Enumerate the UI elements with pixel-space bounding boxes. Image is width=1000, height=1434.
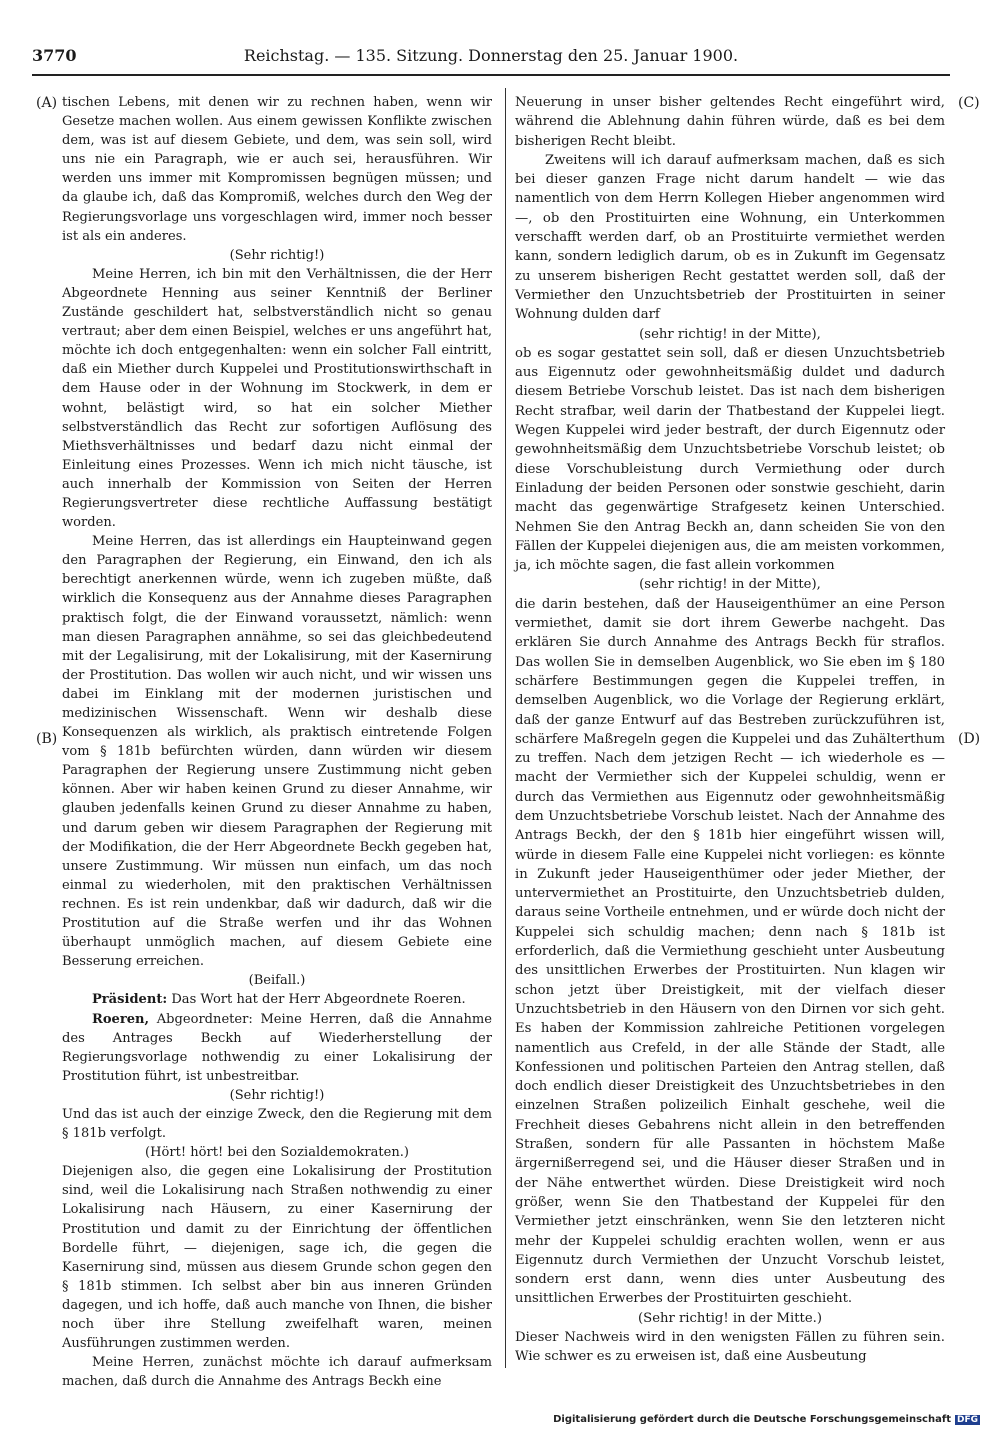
interjection: (Sehr richtig! in der Mitte.) [638,1310,822,1326]
right-column [515,93,945,1367]
speaker-paragraph [62,990,492,1009]
paragraph: Meine Herren, ich bin mit den Verhältnissen, die der Herr Abgeordnete Henning aus seiner Kenntniß der Berliner Zustände geschildert hat, selbstverständlich nicht so genau vertraut; aber dem einen Beispiel, welches er uns angeführt hat, möchte ich doch entgegenhalten: wenn ein solcher Fall eintritt, daß ein Miether durch Kuppelei und Prostitutionswirthschaft in dem Hause oder in der Wohnung im Stockwerk, in dem er wohnt, belästigt wird, so hat ein solcher Miether selbstverständlich das Recht zur sofortigen Auflösung des Miethsverhältnisses und bedarf dazu nicht einmal der Einleitung eines Prozesses. Wenn ich mich nicht täusche, ist auch innerhalb der Kommission von Seiten der Herren Regierungsvertreter diese rechtliche Auffassung bestätigt worden. [62,266,492,531]
paragraph: Meine Herren, zunächst möchte ich darauf aufmerksam machen, daß durch die Annahme des Antrags Beckh eine [62,1355,492,1390]
speech-text: Abgeordneter: Meine Herren, daß die Annahme des Antrages Beckh auf Wiederherstellung der Regierungsvorlage nothwendig zu einer Lokalisirung der Prostitution führt, ist unbestreitbar. [62,1011,492,1084]
left-column [62,93,492,1391]
paragraph: Diejenigen also, die gegen eine Lokalisirung der Prostitution sind, weil die Lokalisirung nach Straßen nothwendig zu einer Lokalisirung nach Häusern, zu einer Kasernirung der Prostitution und damit zu der Einrichtung der öffentlichen Bordelle führt, — diejenigen, sage ich, die gegen die Kasernirung sind, müssen aus diesem Grunde schon gegen den § 181b stimmen. Ich selbst aber bin aus inneren Gründen dagegen, und ich hoffe, daß auch manche von Ihnen, die bisher noch über ihre Stellung zweifelhaft waren, meinen Ausführungen zustimmen werden. [62,1164,492,1352]
margin-marker-c: (C) [958,95,980,111]
page-number: 3770 [32,46,77,65]
paragraph: ob es sogar gestattet sein soll, daß er diesen Unzuchtsbetrieb aus Eigennutz oder gewohnheitsmäßig duldet und dadurch diesem Betriebe Vorschub leistet. Das ist nach dem bisherigen Recht strafbar, weil darin der Thatbestand der Kuppelei liegt. Wegen Kuppelei wird jeder bestraft, der durch Eigennutz oder gewohnheitsmäßig dem Unzuchtsbetriebe Vorschub leistet; ob diese Vorschubleistung durch Vermiethung oder durch Einladung der beiden Personen oder sonstwie geschieht, darin macht das gegenwärtige Strafgesetz keinen Unterschied. Nehmen Sie den Antrag Beckh an, dann scheiden Sie von den Fällen der Kuppelei diejenigen aus, die am meisten vorkommen, ja, ich möchte sagen, die fast allein vorkommen [515,345,945,574]
speaker-name: Roeren, [92,1011,150,1027]
interjection: (Beifall.) [248,973,306,989]
paragraph: tischen Lebens, mit denen wir zu rechnen haben, wenn wir Gesetze machen wollen. Aus einem gewissen Konflikte zwischen dem, was ist auf diesem Gebiete, und dem, was sein soll, wird uns nie ein Paragraph, wie er auch sei, herausführen. Wir werden uns immer mit Kompromissen begnügen müssen; und da glaube ich, daß das Kompromiß, welches durch den Weg der Regierungsvorlage uns vorgeschlagen wird, immer noch besser ist als ein anderes. [62,95,492,244]
margin-marker-d: (D) [958,731,981,747]
speaker-paragraph [62,1010,492,1086]
interjection: (sehr richtig! in der Mitte), [639,577,821,593]
page-header [32,46,950,72]
speaker-name: Präsident: [92,992,168,1008]
credit-text: Digitalisierung gefördert durch die Deutsche Forschungsgemeinschaft [553,1414,951,1425]
paragraph: Dieser Nachweis wird in den wenigsten Fällen zu führen sein. Wie schwer es zu erweisen ist, daß eine Ausbeutung [515,1330,945,1365]
footer-credit [553,1414,980,1425]
margin-marker-b: (B) [36,731,58,747]
paragraph: Neuerung in unser bisher geltendes Recht eingeführt wird, während die Ablehnung dahin führen würde, daß es bei dem bisherigen Recht bleibt. [515,95,945,149]
paragraph: Und das ist auch der einzige Zweck, den die Regierung mit dem § 181b verfolgt. [62,1106,492,1142]
running-title: Reichstag. — 135. Sitzung. Donnerstag den 25. Januar 1900. [243,46,739,65]
paragraph: Zweitens will ich darauf aufmerksam machen, daß es sich bei dieser ganzen Frage nicht darum handelt — wie das namentlich von dem Herrn Kollegen Hieber angenommen wird —, ob den Prostituirten eine Wohnung, ein Unterkommen verschafft werden darf, ob an Prostituirte vermiethet werden kann, sondern lediglich darum, ob es in Zukunft im Gegensatz zu unserem bisherigen Recht gestattet werden soll, daß der Vermiether den Unzuchtsbetrieb der Prostituirten in seiner Wohnung dulden darf [515,152,945,323]
dfg-logo: DFG [956,1415,978,1425]
interjection: (Sehr richtig!) [229,247,325,263]
speech-text: Das Wort hat der Herr Abgeordnete Roeren. [167,992,466,1008]
paragraph: die darin bestehen, daß der Hauseigenthümer an eine Person vermiethet, damit sie dort ihrem Gewerbe nachgeht. Das erklären Sie durch Annahme des Antrags Beckh für straflos. Das wollen Sie in demselben Augenblick, wo Sie eben im § 180 schärfere Bestimmungen gegen die Kuppelei treffen, in demselben Augenblick, wo die Vorlage der Regierung erklärt, daß der ganze Entwurf auf das Bestreben zurückzuführen ist, schärfere Maßregeln gegen die Kuppelei und das Zuhälterthum zu treffen. Nach dem jetzigen Recht — ich wiederhole es — macht der Vermiether sich der Kuppelei schuldig, wenn er durch das Vermiethen aus Eigennutz oder gewohnheitsmäßig dem Unzuchtsbetriebe Vorschub leistet. Nach der Annahme des Antrags Beckh, der den § 181b hier eingeführt wissen will, würde in diesem Falle eine Kuppelei nicht vorliegen: es könnte in Zukunft jeder Hauseigenthümer oder jeder Miether, der untervermiethet an Prostituirte, den Unzuchtsbetrieb dulden, daraus seine Vortheile entnehmen, und er würde doch nicht der Kuppelei sich schuldig machen; denn nach § 181b ist erforderlich, daß die Vermiethung geschieht unter Ausbeutung des unsittlichen Erwerbes der Prostituirten. Nun klagen wir schon jetzt über Dreistigkeit, mit der vielfach dieser Unzuchtsbetrieb in den Häusern von den Dirnen vor sich geht. Es haben der Kommission zahlreiche Petitionen vorgelegen namentlich aus Crefeld, in der alle Stände der Stadt, alle Konfessionen und politischen Parteien den Antrag stellen, daß doch endlich dieser Dreistigkeit des Unzuchtsbetriebes in den einzelnen Straßen polizeilich Einhalt geschehe, weil die Frechheit dieses Gebahrens nicht allein in den betreffenden Straßen, sondern für alle Passanten in höchstem Maße ärgernißerregend sei, und die Häuser dieser Straßen und in der Nähe entwerthet würden. Diese Dreistigkeit wird noch größer, wenn Sie den Thatbestand der Kuppelei für den Vermiether jetzt einschränken, wenn Sie den letzteren nicht mehr der Kuppelei schuldig erachten wollen, wenn er aus Eigennutz durch Vermiethen der Unzucht Vorschub leistet, sondern erst dann, wenn dies unter Ausbeutung des unsittlichen Erwerbes der Prostituirten geschieht. [515,596,945,1307]
margin-marker-a: (A) [36,95,58,111]
interjection: (Hört! hört! bei den Sozialdemokraten.) [145,1145,409,1161]
header-rule [32,74,950,76]
interjection: (sehr richtig! in der Mitte), [639,326,821,342]
interjection: (Sehr richtig!) [229,1087,325,1103]
column-divider [505,88,506,1368]
paragraph: Meine Herren, das ist allerdings ein Haupteinwand gegen den Paragraphen der Regierung, ein Einwand, den ich als berechtigt anerkennen würde, wenn ich zugeben müßte, daß wirklich die Konsequenz aus der Annahme dieses Paragraphen praktisch folgt, die der Einwand voraussetzt, nämlich: wenn man diesen Paragraphen annähme, so sei das gleichbedeutend mit der Legalisirung, mit der Lokalisirung, mit der Kasernirung der Prostitution. Das wollen wir auch nicht, und wir wissen uns dabei im Einklang mit der modernen juristischen und medizinischen Wissenschaft. Wenn wir deshalb diese Konsequenzen als wirklich, als praktisch eintretende Folgen vom § 181b befürchten würden, dann würden wir diesem Paragraphen der Regierung unsere Zustimmung nicht geben können. Aber wir haben keinen Grund zu dieser Annahme, wir glauben jedenfalls keinen Grund zu dieser Annahme zu haben, und darum geben wir diesem Paragraphen der Regierung mit der Modifikation, die der Herr Abgeordnete Beckh gegeben hat, unsere Zustimmung. Wir müssen nun einfach, um das noch einmal zu wiederholen, mit den praktischen Verhältnissen rechnen. Es ist rein undenkbar, daß wir dadurch, daß wir die Prostitution auf die Straße werfen und ihr das Wohnen überhaupt unmöglich machen, auf diesem Gebiete eine Besserung erreichen. [62,534,492,970]
